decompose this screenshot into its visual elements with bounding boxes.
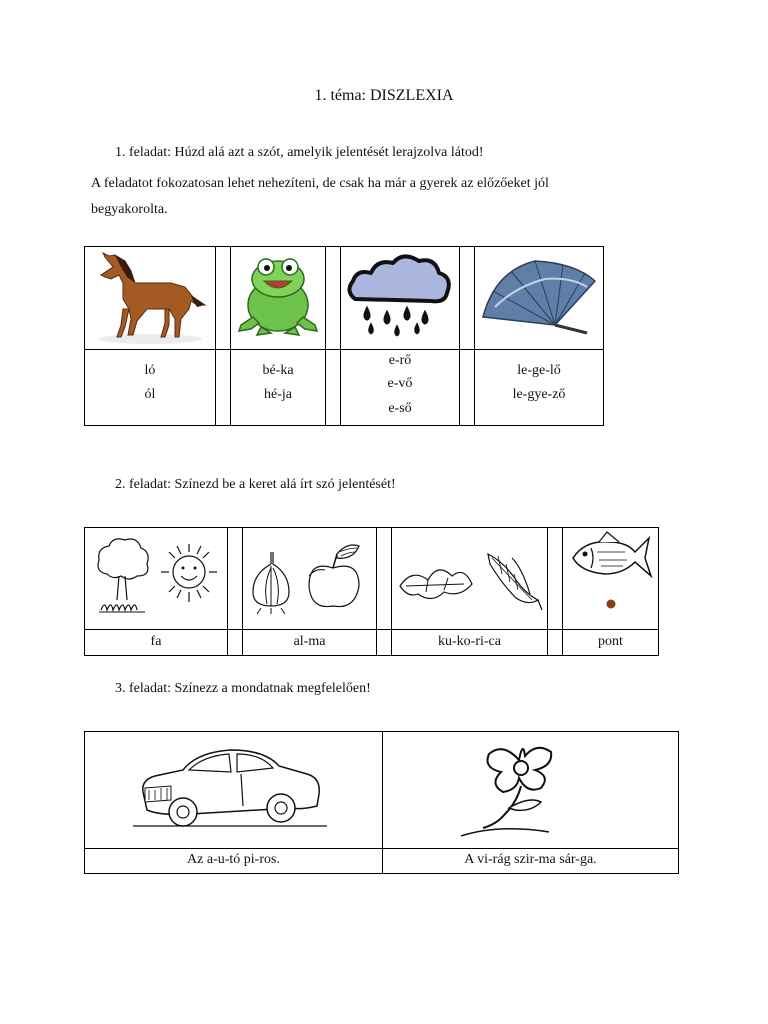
task3-sentence: Az a-u-tó pi-ros. — [187, 852, 280, 867]
task1-spacer-cell — [325, 246, 341, 350]
task1-image-cell-frog — [230, 246, 326, 350]
task1-word: e-ső — [388, 401, 412, 416]
task2-spacer-cell — [227, 527, 243, 630]
task2-image-cell — [562, 527, 659, 630]
task2-word-cell — [391, 629, 548, 656]
task3-sentence-cell — [84, 848, 383, 874]
task1-note-line2: begyakorolta. — [91, 202, 168, 217]
task1-word: le-ge-lő — [517, 363, 561, 378]
corn-icon — [482, 544, 544, 614]
task2-title: 2. feladat: Színezd be a keret alá írt szó jelentését! — [115, 477, 396, 492]
task1-word-cell — [340, 349, 460, 426]
task3-sentence-cell — [382, 848, 679, 874]
task1-word: hé-ja — [264, 387, 292, 402]
rain-cloud-icon — [341, 247, 459, 349]
task1-word-cell — [474, 349, 604, 426]
task1-word: le-gye-ző — [512, 387, 566, 402]
task1-note — [91, 171, 651, 223]
task1-word: e-vő — [387, 376, 413, 391]
task1-image-cell-horse — [84, 246, 216, 350]
task2-word-cell — [562, 629, 659, 656]
task2-word: ku-ko-ri-ca — [438, 634, 501, 649]
task2-word-cell — [84, 629, 228, 656]
dot-icon — [605, 598, 617, 610]
fish-icon — [569, 528, 653, 580]
task2-image-cell — [242, 527, 377, 630]
horse-icon — [85, 247, 215, 349]
task2-spacer-cell — [547, 527, 563, 630]
frog-icon — [231, 247, 325, 349]
task2-word-cell — [242, 629, 377, 656]
task1-note-line1: A feladatot fokozatosan lehet nehezíteni, de csak ha már a gyerek az előzőeket jól — [91, 176, 549, 191]
task2-word: pont — [598, 634, 623, 649]
task1-image-cell-rain — [340, 246, 460, 350]
task1-word: bé-ka — [262, 363, 294, 378]
task2-spacer-cell — [227, 629, 243, 656]
task2-spacer-cell — [376, 527, 392, 630]
task1-spacer-cell — [459, 246, 475, 350]
garlic-icon — [247, 550, 297, 620]
task1-word: ló — [144, 363, 156, 378]
task1-word-cell — [230, 349, 326, 426]
task2-spacer-cell — [547, 629, 563, 656]
task3-sentence: A vi-rág szir-ma sár-ga. — [464, 852, 597, 867]
task3-title: 3. feladat: Színezz a mondatnak megfelelően! — [115, 681, 371, 696]
task2-word: al-ma — [293, 634, 326, 649]
task2-image-cell — [84, 527, 228, 630]
task2-word: fa — [150, 634, 162, 649]
page-title: 1. téma: DISZLEXIA — [314, 87, 454, 104]
task1-word-cell — [84, 349, 216, 426]
task1-title: 1. feladat: Húzd alá azt a szót, amelyik jelentését lerajzolva látod! — [115, 145, 484, 160]
task1-spacer-cell — [215, 246, 231, 350]
flower-icon — [459, 736, 599, 842]
task3-image-cell — [84, 731, 383, 849]
sun-icon — [157, 538, 221, 612]
task1-word: e-rő — [388, 353, 412, 368]
leaves-icon — [398, 558, 474, 608]
task2-spacer-cell — [376, 629, 392, 656]
task1-spacer-cell — [459, 349, 475, 426]
fan-icon — [475, 247, 603, 349]
task2-image-cell — [391, 527, 548, 630]
car-icon — [131, 740, 331, 840]
task1-word: ól — [144, 387, 156, 402]
tree-icon — [93, 534, 153, 624]
task1-spacer-cell — [215, 349, 231, 426]
task1-image-cell-fan — [474, 246, 604, 350]
task1-spacer-cell — [325, 349, 341, 426]
apple-icon — [303, 540, 365, 614]
task3-image-cell — [382, 731, 679, 849]
